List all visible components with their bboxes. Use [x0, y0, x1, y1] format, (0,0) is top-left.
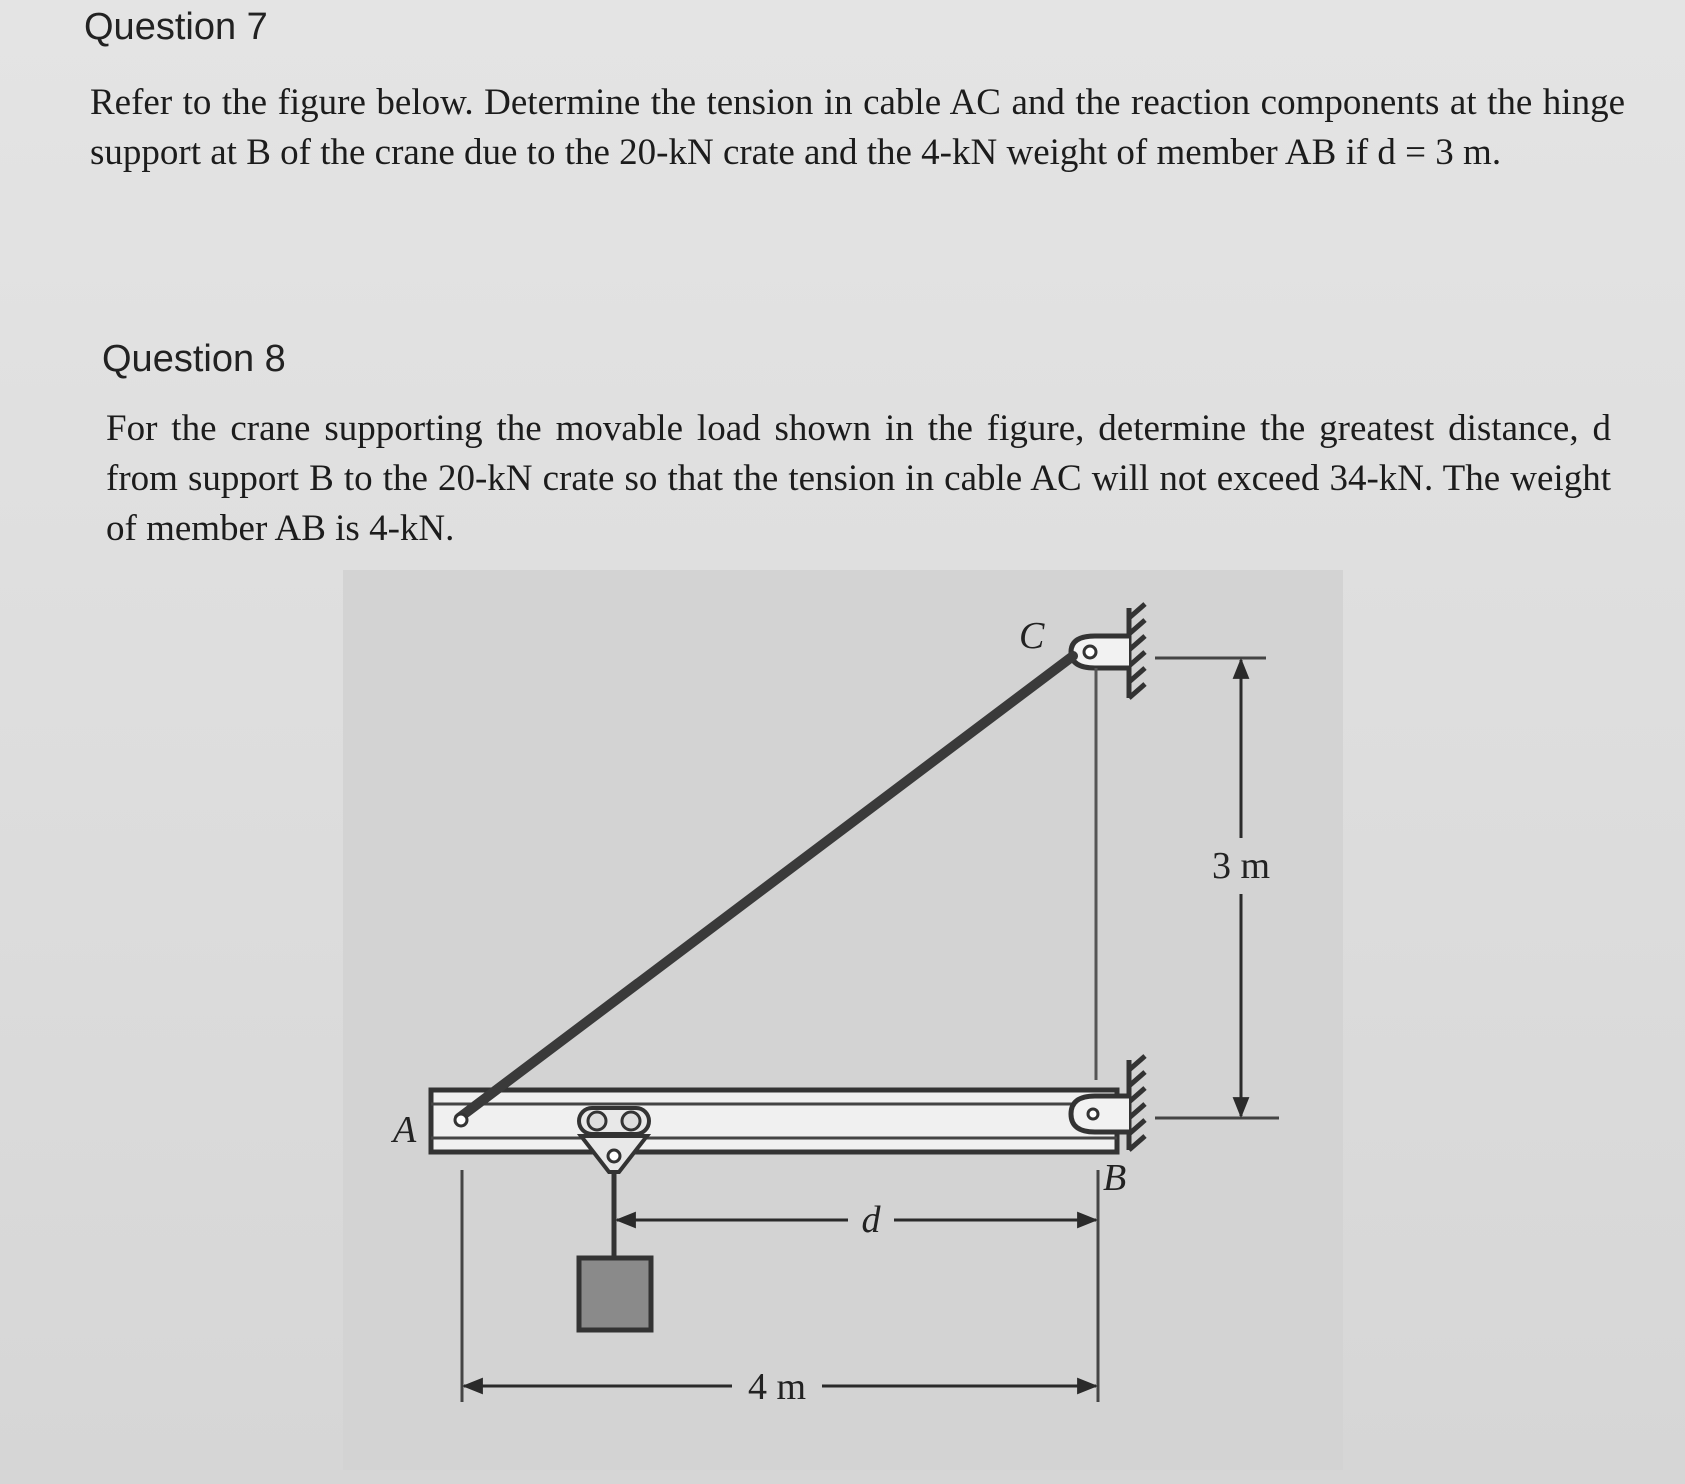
hinge-b — [1071, 1096, 1129, 1132]
bracket-c — [1071, 636, 1129, 668]
question-7-text: Refer to the figure below. Determine the tension in cable AC and the reaction components at the hinge support at B of the crane due to the 20-kN crate and the 4-kN weight of member AB if d = 3 m. — [90, 82, 1625, 173]
question-7-body — [90, 78, 1625, 178]
beam-ab — [431, 1090, 1117, 1152]
figure-background — [343, 570, 1343, 1470]
label-b: B — [1103, 1157, 1127, 1199]
label-4m: 4 m — [747, 1366, 807, 1408]
question-8-text: For the crane supporting the movable load shown in the figure, determine the greatest distance, d from support B to the 20-kN crate so that the tension in cable AC will not exceed 34-kN. The weight of member AB is 4-kN. — [106, 408, 1611, 549]
label-a: A — [393, 1109, 417, 1151]
pin-a — [455, 1114, 467, 1126]
label-3m: 3 m — [1211, 845, 1271, 887]
label-d: d — [861, 1199, 881, 1241]
crane-figure — [343, 570, 1343, 1470]
label-c: C — [1019, 615, 1045, 657]
question-7-title: Question 7 — [84, 6, 268, 48]
crate — [579, 1258, 651, 1330]
question-8-body — [106, 404, 1611, 554]
question-8-title: Question 8 — [102, 338, 286, 380]
